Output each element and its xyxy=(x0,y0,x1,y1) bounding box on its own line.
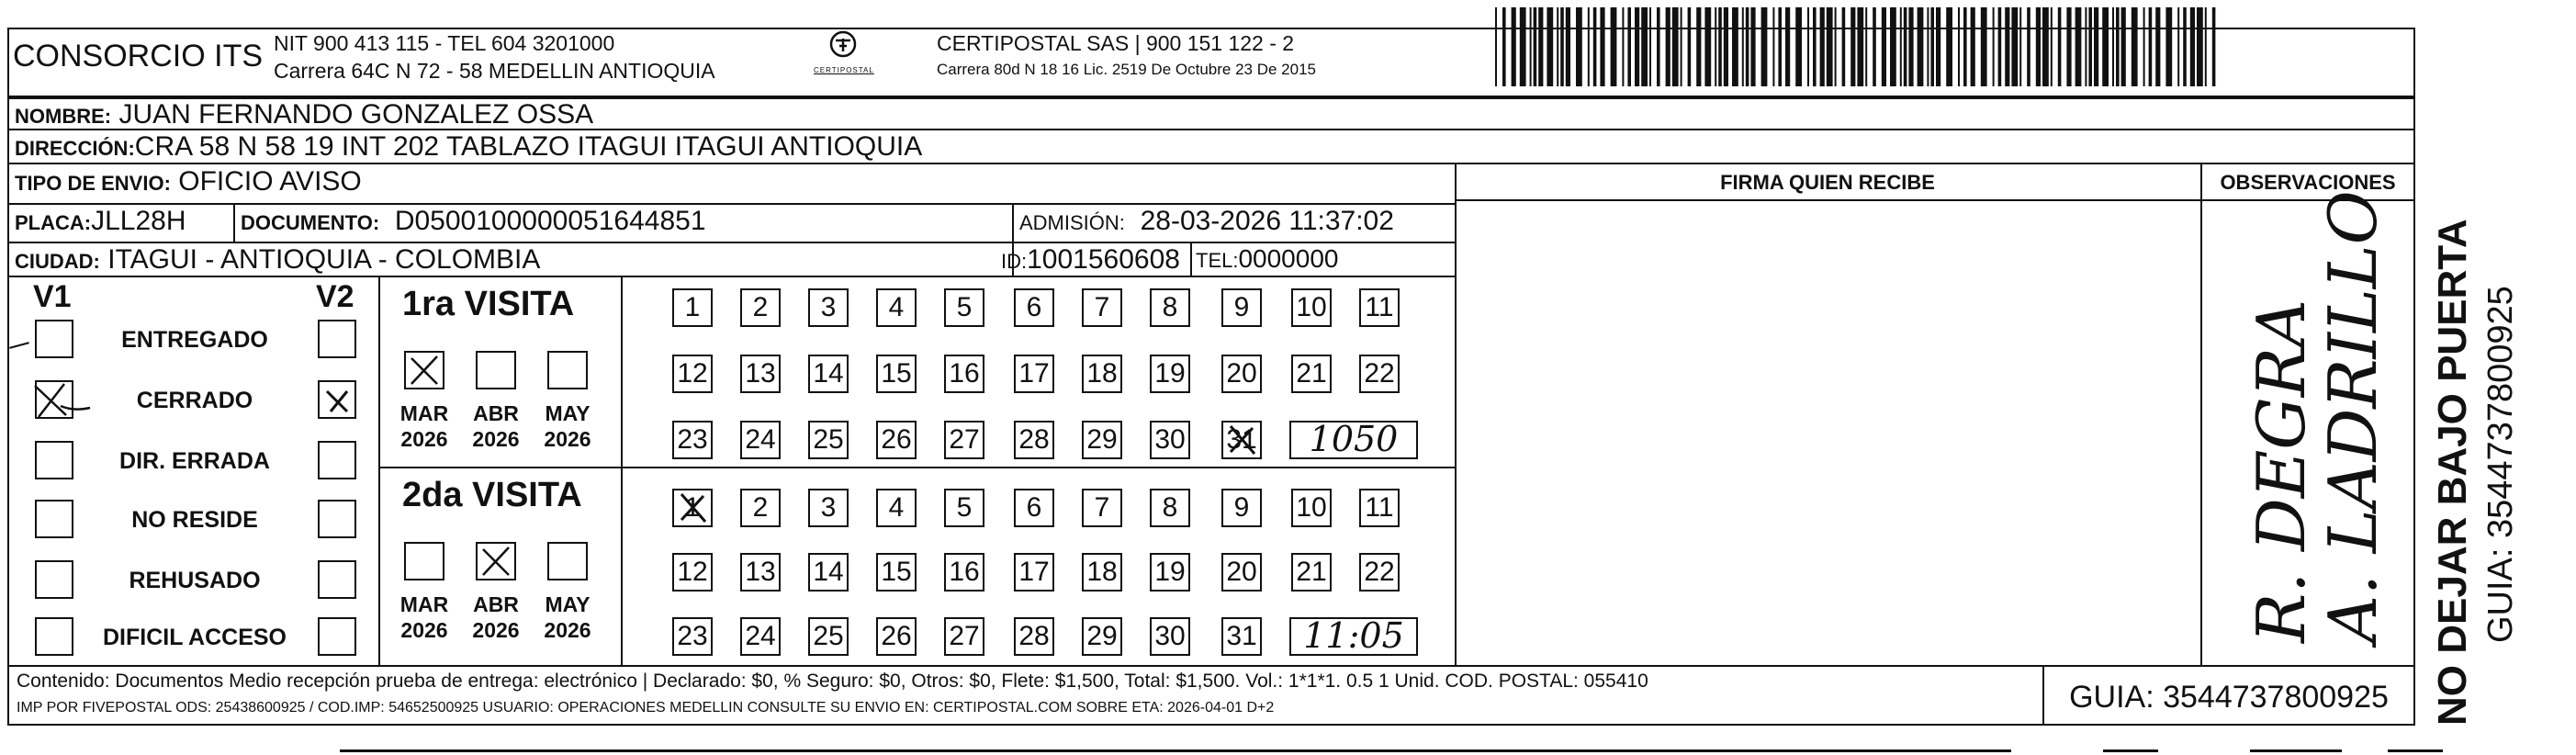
visit2-month-checkbox[interactable] xyxy=(476,542,516,580)
visit1-day-cell[interactable]: 4 xyxy=(876,288,917,327)
admision-value: 28-03-2026 11:37:02 xyxy=(1140,206,1394,236)
visit2-day-cell[interactable]: 25 xyxy=(808,617,849,656)
v1-checkbox[interactable] xyxy=(35,500,73,538)
status-label: CERRADO xyxy=(136,388,253,413)
visit1-title: 1ra VISITA xyxy=(402,285,575,323)
visit2-day-cell[interactable]: 4 xyxy=(876,489,917,527)
v1-checkbox[interactable] xyxy=(35,560,73,599)
visit1-day-cell[interactable]: 9 xyxy=(1221,288,1262,327)
visit1-day-cell[interactable]: 5 xyxy=(944,288,984,327)
visit1-month-label: ABR 2026 xyxy=(472,401,520,451)
visit2-month-label: ABR 2026 xyxy=(472,592,520,642)
visit2-day-cell[interactable]: 7 xyxy=(1082,489,1122,527)
visit1-day-cell[interactable]: 27 xyxy=(944,421,984,459)
visit2-month-label: MAR 2026 xyxy=(399,592,449,642)
carrier-address: Carrera 80d N 18 16 Lic. 2519 De Octubre 23 De 2015 xyxy=(937,61,1316,78)
side-guia: GUIA: 3544737800925 xyxy=(2481,286,2520,643)
status-label: DIFICIL ACCESO xyxy=(102,625,287,650)
visit2-day-cell[interactable]: 6 xyxy=(1014,489,1054,527)
placa-label: PLACA: xyxy=(15,211,92,234)
visit1-day-cell[interactable]: 3 xyxy=(808,288,849,327)
v2-checkbox[interactable] xyxy=(318,617,356,656)
ciudad-label: CIUDAD: xyxy=(15,250,100,273)
visit1-day-cell[interactable]: 2 xyxy=(740,288,781,327)
visit2-day-cell[interactable]: 11 xyxy=(1359,489,1400,527)
visit1-month-label: MAR 2026 xyxy=(399,401,449,451)
v1-checkbox[interactable] xyxy=(35,380,73,419)
contenido-text: Contenido: Documentos Medio recepción prueba de entrega: electrónico | Declarado: $0, % Seguro: $0, Otros: $0, Flete: $1,500, Total: $1,500. Vol.: 1*1*1. 0.5 1 Unid. COD. POSTAL: 055410 xyxy=(17,670,1648,692)
visit2-day-cell[interactable]: 20 xyxy=(1221,553,1262,592)
visit1-day-cell[interactable]: 22 xyxy=(1359,355,1400,393)
v1-header: V1 xyxy=(33,279,72,314)
status-label: DIR. ERRADA xyxy=(119,448,270,474)
direccion-label: DIRECCIÓN: xyxy=(15,137,135,160)
visit1-day-cell[interactable]: 8 xyxy=(1150,288,1190,327)
visit1-month-label: MAY 2026 xyxy=(544,401,591,451)
visit1-month-checkbox[interactable] xyxy=(547,351,588,389)
visit2-day-cell[interactable]: 28 xyxy=(1014,617,1054,656)
visit1-day-cell[interactable]: 26 xyxy=(876,421,917,459)
ciudad-value: ITAGUI - ANTIOQUIA - COLOMBIA xyxy=(107,244,541,275)
nombre-label: NOMBRE: xyxy=(15,105,112,128)
v2-header: V2 xyxy=(316,279,354,314)
tel-value: 0000000 xyxy=(1238,244,1339,273)
id-label: ID: xyxy=(1001,250,1028,273)
visit2-day-cell[interactable]: 8 xyxy=(1150,489,1190,527)
visit1-day-cell[interactable]: 28 xyxy=(1014,421,1054,459)
visit2-day-cell[interactable]: 23 xyxy=(672,617,713,656)
visit1-day-cell[interactable]: 10 xyxy=(1291,288,1332,327)
visit1-day-cell[interactable]: 21 xyxy=(1291,355,1332,393)
company-name: CONSORCIO ITS xyxy=(13,39,264,73)
id-value: 1001560608 xyxy=(1027,244,1180,275)
documento-value: D0500100000051644851 xyxy=(394,206,706,236)
visit1-day-cell[interactable]: 7 xyxy=(1082,288,1122,327)
visit2-title: 2da VISITA xyxy=(402,476,582,514)
visit2-time-box[interactable]: 11:05 xyxy=(1289,617,1418,656)
v1-checkbox[interactable] xyxy=(35,320,73,358)
visit2-month-checkbox[interactable] xyxy=(404,542,444,580)
visit2-day-cell[interactable]: 17 xyxy=(1014,553,1054,592)
barcode xyxy=(1495,7,2226,86)
visit2-day-cell[interactable]: 29 xyxy=(1082,617,1122,656)
visit2-day-cell[interactable]: 13 xyxy=(740,553,781,592)
visit1-day-cell[interactable]: 24 xyxy=(740,421,781,459)
v1-checkbox[interactable] xyxy=(35,617,73,656)
visit2-day-cell[interactable]: 22 xyxy=(1359,553,1400,592)
visit2-day-cell[interactable]: 15 xyxy=(876,553,917,592)
visit2-day-cell[interactable]: 10 xyxy=(1291,489,1332,527)
visit2-day-cell[interactable]: 31 xyxy=(1221,617,1262,656)
carrier-name: CERTIPOSTAL SAS | 900 151 122 - 2 xyxy=(937,31,1295,55)
visit1-day-cell[interactable]: 31 xyxy=(1221,421,1262,459)
v2-checkbox[interactable] xyxy=(318,500,356,538)
visit1-day-cell[interactable]: 17 xyxy=(1014,355,1054,393)
visit1-day-cell[interactable]: 18 xyxy=(1082,355,1122,393)
visit2-day-cell[interactable]: 12 xyxy=(672,553,713,592)
imp-text: IMP POR FIVEPOSTAL ODS: 25438600925 / COD.IMP: 54652500925 USUARIO: OPERACIONES MEDELLIN CONSULTE SU ENVIO EN: CERTIPOSTAL.COM SOBRE ETA: 2026-04-01 D+2 xyxy=(17,700,1275,716)
visit1-day-cell[interactable]: 16 xyxy=(944,355,984,393)
visit1-month-checkbox[interactable] xyxy=(476,351,516,389)
observaciones-header: OBSERVACIONES xyxy=(2220,171,2396,194)
recipient-address: CRA 58 N 58 19 INT 202 TABLAZO ITAGUI ITAGUI ANTIOQUIA xyxy=(134,131,923,162)
visit1-day-cell[interactable]: 30 xyxy=(1150,421,1190,459)
recipient-name: JUAN FERNANDO GONZALEZ OSSA xyxy=(118,99,594,130)
visit2-day-cell[interactable]: 14 xyxy=(808,553,849,592)
visit2-day-cell[interactable]: 19 xyxy=(1150,553,1190,592)
visit2-day-cell[interactable]: 24 xyxy=(740,617,781,656)
visit2-month-label: MAY 2026 xyxy=(544,592,591,642)
status-label: NO RESIDE xyxy=(131,507,258,533)
visit1-time-box[interactable]: 1050 xyxy=(1289,421,1418,459)
status-label: REHUSADO xyxy=(129,568,261,593)
placa-value: JLL28H xyxy=(91,206,186,236)
visit1-day-cell[interactable]: 29 xyxy=(1082,421,1122,459)
tel-label: TEL: xyxy=(1196,249,1239,272)
v2-checkbox[interactable] xyxy=(318,380,356,419)
footer-guia: GUIA: 3544737800925 xyxy=(2069,680,2389,715)
visit2-day-cell[interactable]: 26 xyxy=(876,617,917,656)
status-label: ENTREGADO xyxy=(121,327,268,353)
side-warning: NO DEJAR BAJO PUERTA xyxy=(2430,219,2475,726)
company-address: Carrera 64C N 72 - 58 MEDELLIN ANTIOQUIA xyxy=(274,59,715,83)
visit2-day-cell[interactable]: 5 xyxy=(944,489,984,527)
firma-header: FIRMA QUIEN RECIBE xyxy=(1720,171,1935,194)
visit1-day-cell[interactable]: 11 xyxy=(1359,288,1400,327)
visit2-day-cell[interactable]: 2 xyxy=(740,489,781,527)
visit2-day-cell[interactable]: 21 xyxy=(1291,553,1332,592)
visit2-day-cell[interactable]: 30 xyxy=(1150,617,1190,656)
visit2-day-cell[interactable]: 3 xyxy=(808,489,849,527)
admision-label: ADMISIÓN: xyxy=(1019,211,1125,234)
certipostal-logo-icon xyxy=(816,29,871,66)
v2-checkbox[interactable] xyxy=(318,320,356,358)
certipostal-logo-text: CERTIPOSTAL xyxy=(814,66,874,74)
visit2-day-cell[interactable]: 1 xyxy=(672,489,713,527)
visit2-day-cell[interactable]: 16 xyxy=(944,553,984,592)
visit2-day-cell[interactable]: 18 xyxy=(1082,553,1122,592)
company-nit: NIT 900 413 115 - TEL 604 3201000 xyxy=(274,31,615,55)
v2-checkbox[interactable] xyxy=(318,441,356,479)
observation-handwriting-2: A. LADRILLO xyxy=(2314,190,2391,643)
visit1-day-cell[interactable]: 13 xyxy=(740,355,781,393)
tipo-envio-label: TIPO DE ENVIO: xyxy=(15,172,171,195)
visit2-day-cell[interactable]: 27 xyxy=(944,617,984,656)
visit1-day-cell[interactable]: 25 xyxy=(808,421,849,459)
v1-checkbox[interactable] xyxy=(35,441,73,479)
visit1-day-cell[interactable]: 1 xyxy=(672,288,713,327)
observation-handwriting-1: R. DEGRA xyxy=(2243,299,2320,643)
visit1-day-cell[interactable]: 15 xyxy=(876,355,917,393)
visit2-day-cell[interactable]: 9 xyxy=(1221,489,1262,527)
visit1-day-cell[interactable]: 6 xyxy=(1014,288,1054,327)
visit1-month-checkbox[interactable] xyxy=(404,351,444,389)
v2-checkbox[interactable] xyxy=(318,560,356,599)
visit1-day-cell[interactable]: 23 xyxy=(672,421,713,459)
visit1-day-cell[interactable]: 14 xyxy=(808,355,849,393)
visit2-month-checkbox[interactable] xyxy=(547,542,588,580)
visit1-day-cell[interactable]: 20 xyxy=(1221,355,1262,393)
visit1-day-cell[interactable]: 19 xyxy=(1150,355,1190,393)
tipo-envio: OFICIO AVISO xyxy=(178,166,362,197)
cut-line xyxy=(340,749,2011,752)
documento-label: DOCUMENTO: xyxy=(241,211,380,234)
visit1-day-cell[interactable]: 12 xyxy=(672,355,713,393)
